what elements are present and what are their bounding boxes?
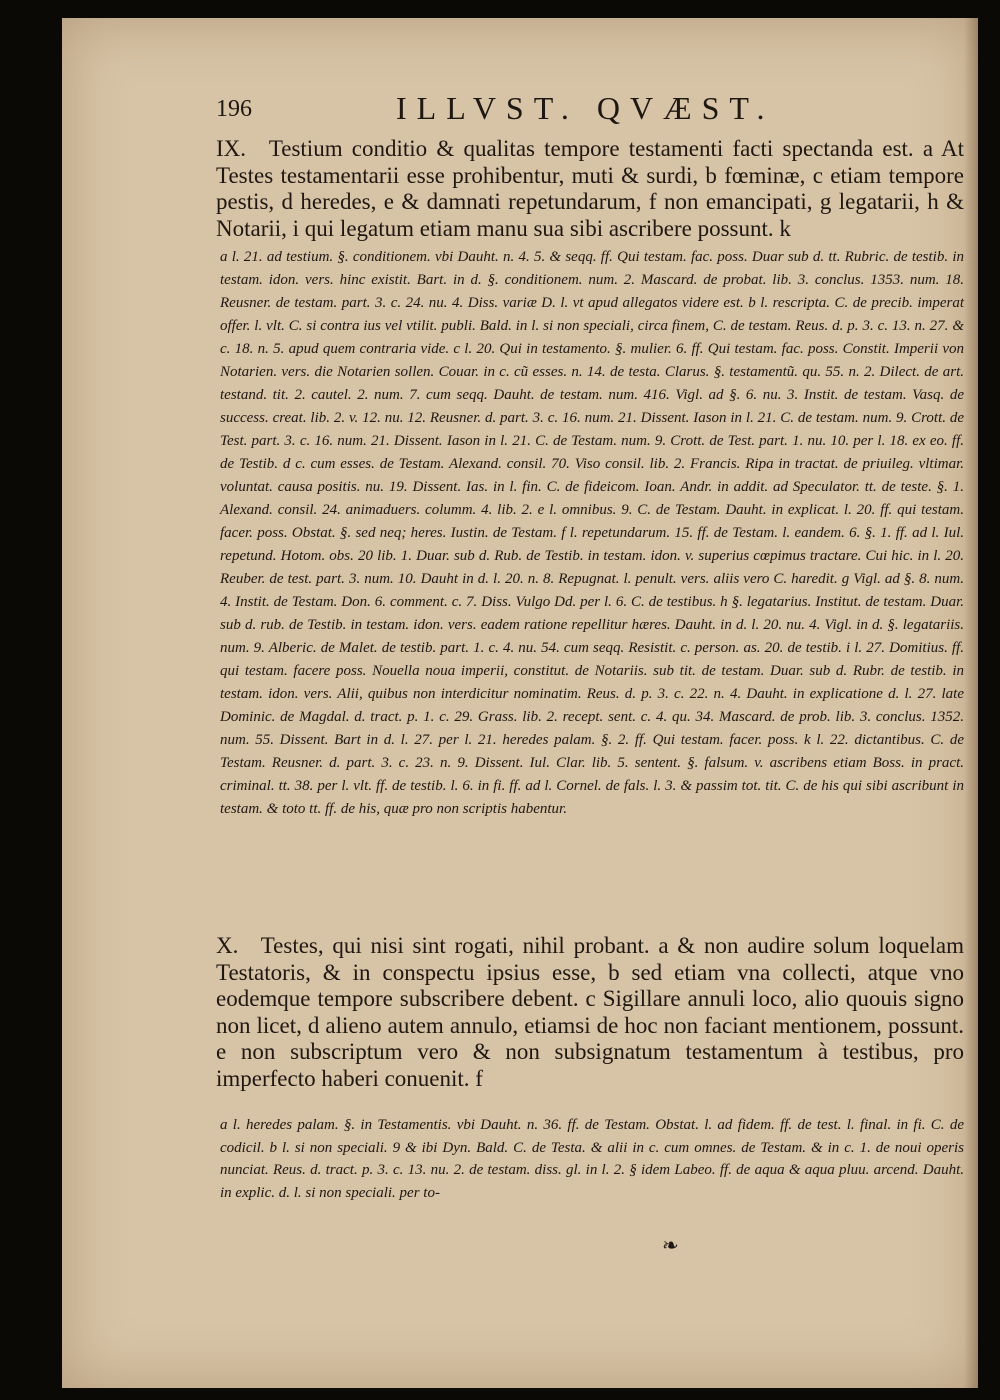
footnotes-x: a l. heredes palam. §. in Testamentis. vbi Dauht. n. 36. ff. de Testam. Obstat. l. ad fidem. ff. de test. l. final. in fi. C. de codicil. b l. si non speciali. 9 & ibi Dyn. Bald. C. de Testa. & alii in c. cum omnes. de Testam. & in c. 1. de noui operis nunciat. Reus. d. tract. p. 3. c. 13. nu. 2. de testam. diss. gl. in l. 2. § idem Labeo. ff. de aqua & aqua pluu. arcend. Dauht. in explic. d. l. si non speciali. per to- [220, 1117, 964, 1201]
section-x [216, 933, 964, 1092]
section-x-number: X. [216, 933, 239, 958]
footnotes-ix: a l. 21. ad testium. §. conditionem. vbi Dauht. n. 4. 5. & seqq. ff. Qui testam. fac. poss. Duar sub d. tt. Rubric. de testib. in testam. idon. vers. hinc existit. Bart. in d. §. conditionem. num. 2. Mascard. de probat. lib. 3. conclus. 1353. num. 18. Reusner. de testam. part. 3. c. 24. nu. 4. Diss. variæ D. l. vt apud allegatos videre est. b l. rescripta. C. de precib. imperat offer. l. vlt. C. si contra ius vel vtilit. publi. Bald. in l. si non speciali, circa finem, C. de testam. Reus. d. p. 3. c. 13. n. 27. & c. 18. n. 5. apud quem contraria vide. c l. 20. Qui in testamento. §. mulier. 6. ff. Qui testam. fac. poss. Constit. Imperii von Notarien. vers. die Notarien sollen. Couar. in c. cũ esses. n. 14. de testa. Clarus. §. testamentũ. qu. 55. n. 2. Dilect. de art. testand. tit. 2. cautel. 2. num. 7. cum seqq. Dauht. de testam. num. 416. Vigl. ad §. 6. nu. 3. Instit. de testam. Vasq. de success. creat. lib. 2. v. 12. nu. 12. Reusner. d. part. 3. c. 16. num. 21. Dissent. Iason in l. 21. C. de testam. num. 9. Crott. de Test. part. 3. c. 16. num. 21. Dissent. Iason in l. 21. C. de Testam. num. 9. Crott. de Test. part. 1. nu. 10. per l. 18. ex eo. ff. de Testib. d c. cum esses. de Testam. Alexand. consil. 70. Viso consil. lib. 2. Francis. Ripa in tractat. de priuileg. vltimar. voluntat. causa positis. nu. 19. Dissent. Ias. in l. fin. C. de fideicom. Ioan. Andr. in addit. ad Speculator. tt. de teste. §. 1. Alexand. consil. 24. animaduers. columm. 4. lib. 2. e l. omnibus. 9. C. de Testam. Dauht. in explicat. l. 20. ff. qui testam. facer. poss. Obstat. §. sed neq; heres. Iustin. de Testam. f l. repetundarum. 15. ff. de Testam. l. eandem. 6. §. 1. ff. ad l. Iul. repetund. Hotom. obs. 20 lib. 1. Duar. sub d. Rub. de Testib. in testam. idon. v. superius cœpimus tractare. Cui hic. in l. 20. Reuber. de test. part. 3. num. 10. Dauht in d. l. 20. n. 8. Repugnat. l. penult. vers. aliis vero C. haredit. g Vigl. ad §. 8. num. 4. Instit. de Testam. Don. 6. comment. c. 7. Diss. Vulgo Dd. per l. 6. C. de testibus. h §. legatarius. Institut. de testam. Duar. sub d. rub. de Testib. in testam. idon. vers. eadem ratione repellitur hæres. Dauht. in d. l. 20. nu. 4. Vigl. in d. §. legatariis. num. 9. Alberic. de Malet. de testib. part. 1. c. 4. nu. 54. cum seqq. Resistit. c. person. as. 20. de testib. i l. 27. Domitius. ff. qui testam. facere poss. Nouella noua imperii, constitut. de Notariis. sub tit. de testam. Duar. sub d. Rubr. de testib. in testam. idon. vers. Alii, quibus non interdicitur nominatim. Reus. d. p. 3. c. 22. n. 4. Dauht. in explicatione d. l. 27. late Dominic. de Magdal. d. tract. p. 1. c. 29. Grass. lib. 2. recept. sent. c. 4. qu. 34. Mascard. de prob. lib. 3. conclus. 1352. num. 55. Dissent. Bart in d. l. 27. per l. 21. heredes palam. §. 2. ff. Qui testam. facer. poss. k l. 22. dictantibus. C. de Testam. Reusner. d. part. 3. c. 23. n. 9. Dissent. Iul. Clar. lib. 5. sentent. §. falsum. v. ascribens etiam Boss. in pract. criminal. tt. 38. per l. vlt. ff. de testib. l. 6. in fi. ff. ad l. Cornel. de fals. l. 3. & passim tot. tit. C. de his qui sibi ascribunt in testam. & toto tt. ff. de his, quæ pro non scriptis habentur. [220, 249, 964, 817]
section-ix [216, 136, 964, 242]
section-ix-number: IX. [216, 136, 247, 161]
page-edge-shadow [964, 18, 978, 1388]
section-x-text: Testes, qui nisi sint rogati, nihil probant. a & non audire solum loquelam Testatoris, & in conspectu ipsius esse, b sed etiam vna collecti, atque vno eodemque tempore subscribere debent. c Sigillare annuli loco, alio quouis signo non licet, d alieno autem annulo, etiamsi de hoc non faciant mentionem, possunt. e non subscriptum vero & non subsignatum testamentum à testibus, pro imperfecto haberi conuenit. f [216, 933, 964, 1091]
section-ix-text: Testium conditio & qualitas tempore testamenti facti spectanda est. a At Testes testamentarii esse prohibentur, muti & surdi, b fœminæ, c etiam tempore pestis, d heredes, e & damnati repetundarum, f non emancipati, g legatarii, h & Notarii, i qui legatum etiam manu sua sibi ascribere possunt. k [216, 136, 964, 241]
ornament-glyph: ❧ [662, 1235, 679, 1257]
running-title: ILLVST. QVÆST. [396, 90, 775, 126]
page-header [216, 90, 916, 130]
page-number: 196 [216, 96, 252, 122]
book-page [62, 18, 978, 1388]
